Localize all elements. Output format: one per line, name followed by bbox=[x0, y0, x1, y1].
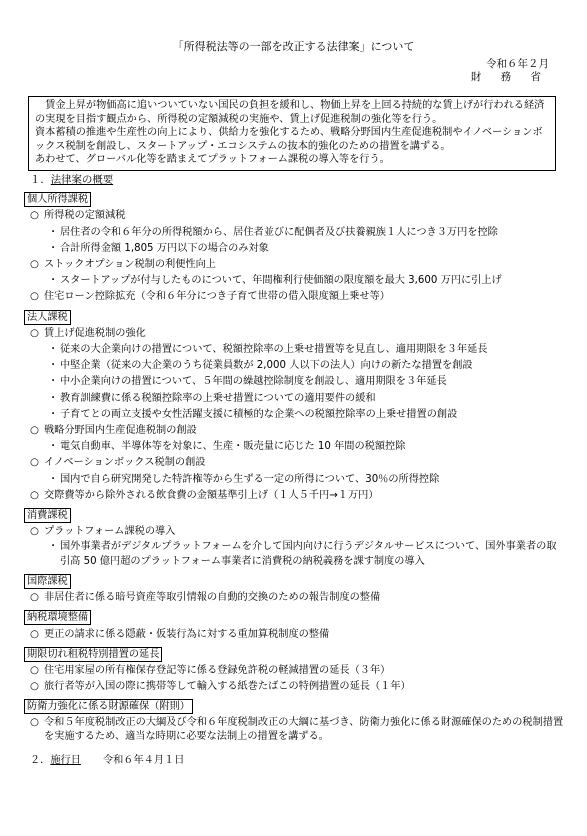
overview-heading bbox=[30, 172, 564, 188]
item-text: 賃上げ促進税制の強化 bbox=[44, 327, 146, 339]
item-text: 非居住者に係る暗号資産等取引情報の自動的交換のための報告制度の整備 bbox=[44, 592, 381, 604]
item-text: ストックオプション税制の利便性向上 bbox=[44, 259, 216, 271]
list-item bbox=[24, 326, 564, 342]
item-text: 従来の大企業向けの措置について、税額控除率の上乗せ措置等を見直し、適用期限を３年延長 bbox=[60, 344, 488, 356]
section-title: 納税環境整備 bbox=[24, 610, 91, 625]
circle-bullet-icon: ○ bbox=[30, 210, 39, 222]
list-item bbox=[24, 627, 564, 643]
enforcement-num: ２． bbox=[30, 755, 51, 767]
section-title: 個人所得課税 bbox=[24, 192, 91, 207]
list-item bbox=[24, 455, 564, 471]
dot-bullet-icon: ・ bbox=[48, 473, 59, 485]
overview-heading-label: 法律案の概要 bbox=[50, 174, 114, 186]
sub-item bbox=[24, 472, 564, 488]
item-text: 国外事業者がデジタルプラットフォームを介して国内向けに行うデジタルサービスについて、国外事業者の取引高 50 億円超のプラットフォーム事業者に消費税の納税義務を課す制度の導入 bbox=[60, 541, 557, 568]
intro-paragraph-1: 賃金上昇が物価高に追いついていない国民の負担を緩和し、物価上昇を上回る持続的な賃上げが行われる経済の実現を目指す観点から、所得税の定額減税の実施や、賃上げ促進税制の強化等を行う。 bbox=[35, 100, 545, 125]
enforcement-date bbox=[30, 753, 564, 769]
dot-bullet-icon: ・ bbox=[48, 376, 59, 388]
item-text: 居住者の令和６年分の所得税額から、居住者並びに配偶者及び扶養親族１人につき３万円を控除 bbox=[60, 226, 498, 238]
issuing-organization: 財 務 省 bbox=[470, 71, 549, 83]
enforcement-label: 施行日 bbox=[50, 755, 81, 767]
item-text: 教育訓練費に係る税額控除率の上乗せ措置についての適用要件の緩和 bbox=[60, 392, 376, 404]
circle-bullet-icon: ○ bbox=[30, 489, 39, 501]
item-text: 戦略分野国内生産促進税制の創設 bbox=[44, 425, 197, 437]
item-text: 更正の請求に係る隠蔽・仮装行為に対する重加算税制度の整備 bbox=[44, 628, 330, 640]
section-title: 法人課税 bbox=[24, 310, 71, 325]
item-text: 令和５年度税制改正の大綱及び令和６年度税制改正の大綱に基づき、防衛力強化に係る財源確保のための税制措置を実施するため、適当な時期に必要な法制上の措置を講ずる。 bbox=[44, 716, 564, 743]
item-text: 中堅企業（従来の大企業のうち従業員数が 2,000 人以下の法人）向けの新たな措置を創設 bbox=[60, 360, 473, 372]
main-content bbox=[24, 172, 564, 769]
circle-bullet-icon: ○ bbox=[30, 259, 39, 271]
dot-bullet-icon: ・ bbox=[48, 344, 59, 356]
section-hojin bbox=[24, 308, 564, 504]
enforcement-value: 令和６年４月１日 bbox=[102, 755, 185, 767]
sub-item bbox=[24, 540, 564, 570]
document-title: 「所得税法等の一部を改正する法律案」について bbox=[172, 40, 415, 53]
circle-bullet-icon: ○ bbox=[30, 716, 39, 728]
item-text: スタートアップが付与したものについて、年間権利行使価額の限度額を最大 3,600 万円に引上げ bbox=[60, 275, 502, 287]
section-kokusai bbox=[24, 572, 564, 606]
list-item bbox=[24, 488, 564, 504]
sub-item bbox=[24, 225, 564, 241]
section-title: 消費課税 bbox=[24, 508, 71, 523]
list-item bbox=[24, 524, 564, 540]
dot-bullet-icon: ・ bbox=[48, 360, 59, 372]
item-text: 国内で自ら研究開発した特許権等から生ずる一定の所得について、30％の所得控除 bbox=[60, 473, 440, 485]
section-shohi bbox=[24, 506, 564, 570]
intro-paragraph-3: あわせて、グローバル化等を踏まえてプラットフォーム課税の導入等を行う。 bbox=[35, 154, 390, 166]
dot-bullet-icon: ・ bbox=[48, 408, 59, 420]
list-item bbox=[24, 257, 564, 273]
section-nozei bbox=[24, 608, 564, 642]
sub-item bbox=[24, 342, 564, 358]
sub-item bbox=[24, 391, 564, 407]
circle-bullet-icon: ○ bbox=[30, 681, 39, 693]
item-text: 交際費等から除外される飲食費の金額基準引上げ（１人５千円→１万円） bbox=[44, 489, 379, 501]
item-text: イノベーションボックス税制の創設 bbox=[44, 457, 206, 469]
dot-bullet-icon: ・ bbox=[48, 392, 59, 404]
list-item bbox=[24, 208, 564, 224]
sub-item bbox=[24, 358, 564, 374]
section-kojin bbox=[24, 190, 564, 305]
circle-bullet-icon: ○ bbox=[30, 665, 39, 677]
item-text: 合計所得金額 1,805 万円以下の場合のみ対象 bbox=[60, 242, 269, 254]
section-title: 国際課税 bbox=[24, 574, 71, 589]
circle-bullet-icon: ○ bbox=[30, 457, 39, 469]
section-kigen bbox=[24, 645, 564, 696]
item-text: 電気自動車、半導体等を対象に、生産・販売量に応じた 10 年間の税額控除 bbox=[60, 441, 406, 453]
item-text: 住宅ローン控除拡充（令和６年分につき子育て世帯の借入限度額上乗せ等） bbox=[44, 291, 390, 303]
circle-bullet-icon: ○ bbox=[30, 425, 39, 437]
circle-bullet-icon: ○ bbox=[30, 628, 39, 640]
sub-item bbox=[24, 374, 564, 390]
circle-bullet-icon: ○ bbox=[30, 327, 39, 339]
dot-bullet-icon: ・ bbox=[48, 541, 59, 553]
list-item bbox=[24, 716, 564, 746]
intro-paragraph-2: 資本蓄積の推進や生産性の向上により、供給力を強化するため、戦略分野国内生産促進税制やイノベーションボックス税制を創設し、スタートアップ・エコシステムの抜本的強化のための措置を講ずる。 bbox=[35, 127, 543, 152]
sub-item bbox=[24, 273, 564, 289]
list-item bbox=[24, 663, 564, 679]
dot-bullet-icon: ・ bbox=[48, 242, 59, 254]
item-text: 子育てとの両立支援や女性活躍支援に積極的な企業への税額控除率の上乗せ措置の創設 bbox=[60, 408, 458, 420]
sub-item bbox=[24, 241, 564, 257]
section-boei bbox=[24, 697, 564, 745]
list-item bbox=[24, 679, 564, 695]
item-text: プラットフォーム課税の導入 bbox=[44, 526, 176, 538]
dot-bullet-icon: ・ bbox=[48, 226, 59, 238]
sub-item bbox=[24, 439, 564, 455]
dot-bullet-icon: ・ bbox=[48, 275, 59, 287]
document-date: 令和６年２月 bbox=[486, 58, 549, 70]
section-title: 防衛力強化に係る財源確保（附則） bbox=[24, 699, 193, 714]
item-text: 住宅用家屋の所有権保存登記等に係る登録免許税の軽減措置の延長（３年） bbox=[44, 665, 391, 677]
overview-heading-num: １． bbox=[30, 174, 51, 186]
sub-item bbox=[24, 407, 564, 423]
dot-bullet-icon: ・ bbox=[48, 441, 59, 453]
item-text: 中小企業向けの措置について、５年間の繰越控除制度を創設し、適用期限を３年延長 bbox=[60, 376, 447, 388]
section-title: 期限切れ租税特別措置の延長 bbox=[24, 647, 162, 662]
circle-bullet-icon: ○ bbox=[30, 526, 39, 538]
circle-bullet-icon: ○ bbox=[30, 592, 39, 604]
list-item bbox=[24, 423, 564, 439]
intro-box bbox=[28, 96, 556, 171]
item-text: 所得税の定額減税 bbox=[44, 210, 126, 222]
list-item bbox=[24, 289, 564, 305]
item-text: 旅行者等が入国の際に携帯等して輸入する紙巻たばこの特例措置の延長（１年） bbox=[44, 681, 411, 693]
list-item bbox=[24, 590, 564, 606]
circle-bullet-icon: ○ bbox=[30, 291, 39, 303]
